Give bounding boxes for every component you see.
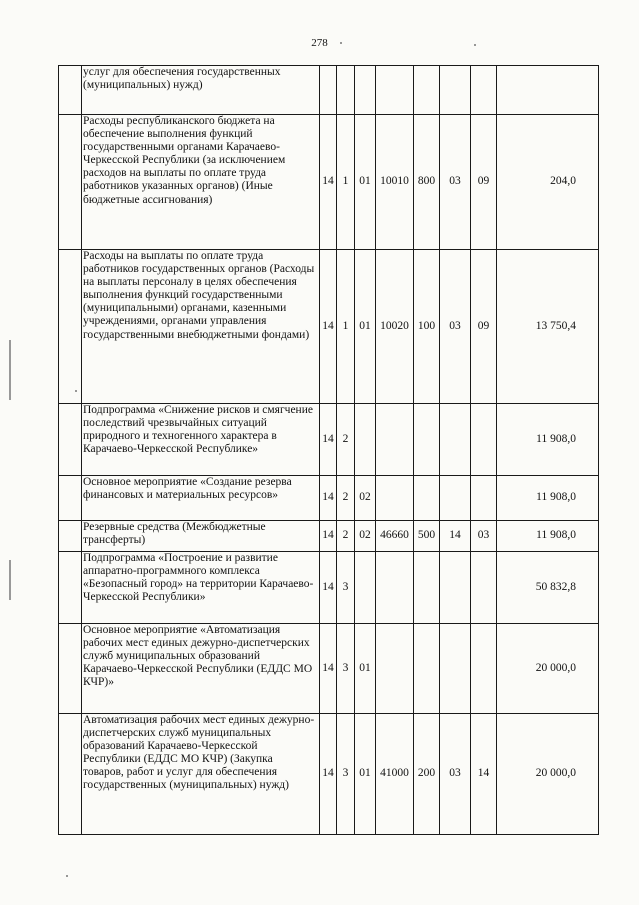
code-cell-6: 03 bbox=[440, 714, 471, 835]
description-cell: Расходы республиканского бюджета на обеспечение выполнения функций государственными органами Карачаево-Черкесской Республики (за исключением расходов на выплаты по оплате труда работников указанных органов) (Иные бюджетные ассигнования) bbox=[82, 115, 320, 250]
code-cell-2: 1 bbox=[337, 250, 355, 404]
blank-cell bbox=[59, 552, 82, 624]
code-cell-1: 14 bbox=[320, 624, 337, 714]
code-cell-3 bbox=[355, 552, 376, 624]
code-cell-5: 100 bbox=[414, 250, 440, 404]
amount-cell: 50 832,8 bbox=[497, 552, 599, 624]
code-cell-7 bbox=[471, 476, 497, 521]
code-cell-7 bbox=[471, 66, 497, 115]
code-cell-1 bbox=[320, 66, 337, 115]
code-cell-4 bbox=[376, 66, 414, 115]
scan-edge-mark bbox=[9, 340, 11, 400]
amount-cell: 20 000,0 bbox=[497, 624, 599, 714]
scan-speck bbox=[340, 42, 342, 44]
blank-cell bbox=[59, 476, 82, 521]
table-row bbox=[59, 521, 599, 552]
code-cell-1: 14 bbox=[320, 404, 337, 476]
code-cell-3: 01 bbox=[355, 250, 376, 404]
table-row bbox=[59, 714, 599, 835]
code-cell-7 bbox=[471, 404, 497, 476]
code-cell-3: 02 bbox=[355, 476, 376, 521]
description-cell: Подпрограмма «Снижение рисков и смягчение последствий чрезвычайных ситуаций природного и техногенного характера в Карачаево-Черкесской Республике» bbox=[82, 404, 320, 476]
code-cell-4 bbox=[376, 476, 414, 521]
code-cell-1: 14 bbox=[320, 552, 337, 624]
table-body bbox=[59, 66, 599, 835]
code-cell-2: 1 bbox=[337, 115, 355, 250]
code-cell-5: 800 bbox=[414, 115, 440, 250]
code-cell-1: 14 bbox=[320, 714, 337, 835]
code-cell-5 bbox=[414, 66, 440, 115]
description-cell: услуг для обеспечения государственных (муниципальных) нужд) bbox=[82, 66, 320, 115]
code-cell-3 bbox=[355, 404, 376, 476]
scan-speck bbox=[66, 875, 68, 877]
code-cell-5 bbox=[414, 404, 440, 476]
code-cell-2: 2 bbox=[337, 521, 355, 552]
amount-cell: 11 908,0 bbox=[497, 521, 599, 552]
amount-cell: 20 000,0 bbox=[497, 714, 599, 835]
table-row bbox=[59, 552, 599, 624]
amount-cell: 11 908,0 bbox=[497, 476, 599, 521]
table-row bbox=[59, 115, 599, 250]
code-cell-7 bbox=[471, 624, 497, 714]
code-cell-2 bbox=[337, 66, 355, 115]
code-cell-1: 14 bbox=[320, 250, 337, 404]
table-row bbox=[59, 250, 599, 404]
amount-cell: 204,0 bbox=[497, 115, 599, 250]
amount-cell bbox=[497, 66, 599, 115]
code-cell-5 bbox=[414, 552, 440, 624]
table-row bbox=[59, 624, 599, 714]
blank-cell bbox=[59, 521, 82, 552]
code-cell-5 bbox=[414, 476, 440, 521]
description-cell: Основное мероприятие «Автоматизация рабочих мест единых дежурно-диспетчерских служб муниципальных образований Карачаево-Черкесской Республики (ЕДДС МО КЧР)» bbox=[82, 624, 320, 714]
code-cell-6: 03 bbox=[440, 115, 471, 250]
blank-cell bbox=[59, 66, 82, 115]
code-cell-4 bbox=[376, 552, 414, 624]
description-cell: Подпрограмма «Построение и развитие аппаратно-программного комплекса «Безопасный город» на территории Карачаево-Черкесской Республики» bbox=[82, 552, 320, 624]
table-row bbox=[59, 476, 599, 521]
code-cell-6 bbox=[440, 552, 471, 624]
code-cell-2: 2 bbox=[337, 404, 355, 476]
code-cell-3: 02 bbox=[355, 521, 376, 552]
code-cell-6: 14 bbox=[440, 521, 471, 552]
code-cell-3: 01 bbox=[355, 115, 376, 250]
code-cell-6 bbox=[440, 624, 471, 714]
code-cell-7: 03 bbox=[471, 521, 497, 552]
code-cell-7: 14 bbox=[471, 714, 497, 835]
code-cell-7: 09 bbox=[471, 250, 497, 404]
blank-cell bbox=[59, 714, 82, 835]
scan-speck bbox=[75, 390, 77, 392]
code-cell-5: 500 bbox=[414, 521, 440, 552]
code-cell-1: 14 bbox=[320, 476, 337, 521]
scan-edge-mark bbox=[9, 560, 11, 600]
code-cell-4: 10020 bbox=[376, 250, 414, 404]
budget-table bbox=[58, 65, 599, 835]
code-cell-3: 01 bbox=[355, 714, 376, 835]
code-cell-4: 10010 bbox=[376, 115, 414, 250]
code-cell-6: 03 bbox=[440, 250, 471, 404]
code-cell-2: 3 bbox=[337, 624, 355, 714]
description-cell: Расходы на выплаты по оплате труда работников государственных органов (Расходы на выплаты персоналу в целях обеспечения выполнения функций государственными (муниципальными) органами, казенными учреждениями, органами управления государственными внебюджетными фондами) bbox=[82, 250, 320, 404]
code-cell-6 bbox=[440, 66, 471, 115]
page-number: 278 bbox=[311, 37, 328, 49]
table-row bbox=[59, 404, 599, 476]
code-cell-6 bbox=[440, 404, 471, 476]
blank-cell bbox=[59, 115, 82, 250]
code-cell-5: 200 bbox=[414, 714, 440, 835]
code-cell-7 bbox=[471, 552, 497, 624]
scan-speck bbox=[474, 44, 476, 46]
description-cell: Основное мероприятие «Создание резерва финансовых и материальных ресурсов» bbox=[82, 476, 320, 521]
description-cell: Резервные средства (Межбюджетные трансферты) bbox=[82, 521, 320, 552]
blank-cell bbox=[59, 250, 82, 404]
code-cell-4: 41000 bbox=[376, 714, 414, 835]
code-cell-2: 3 bbox=[337, 552, 355, 624]
code-cell-1: 14 bbox=[320, 115, 337, 250]
amount-cell: 13 750,4 bbox=[497, 250, 599, 404]
code-cell-7: 09 bbox=[471, 115, 497, 250]
code-cell-3: 01 bbox=[355, 624, 376, 714]
code-cell-6 bbox=[440, 476, 471, 521]
blank-cell bbox=[59, 404, 82, 476]
code-cell-5 bbox=[414, 624, 440, 714]
code-cell-4 bbox=[376, 624, 414, 714]
table-row bbox=[59, 66, 599, 115]
code-cell-4: 46660 bbox=[376, 521, 414, 552]
code-cell-4 bbox=[376, 404, 414, 476]
amount-cell: 11 908,0 bbox=[497, 404, 599, 476]
blank-cell bbox=[59, 624, 82, 714]
code-cell-2: 3 bbox=[337, 714, 355, 835]
code-cell-3 bbox=[355, 66, 376, 115]
description-cell: Автоматизация рабочих мест единых дежурно-диспетчерских служб муниципальных образований Карачаево-Черкесской Республики (ЕДДС МО КЧР) (Закупка товаров, работ и услуг для обеспечения государственных (муниципальных) нужд) bbox=[82, 714, 320, 835]
code-cell-2: 2 bbox=[337, 476, 355, 521]
code-cell-1: 14 bbox=[320, 521, 337, 552]
